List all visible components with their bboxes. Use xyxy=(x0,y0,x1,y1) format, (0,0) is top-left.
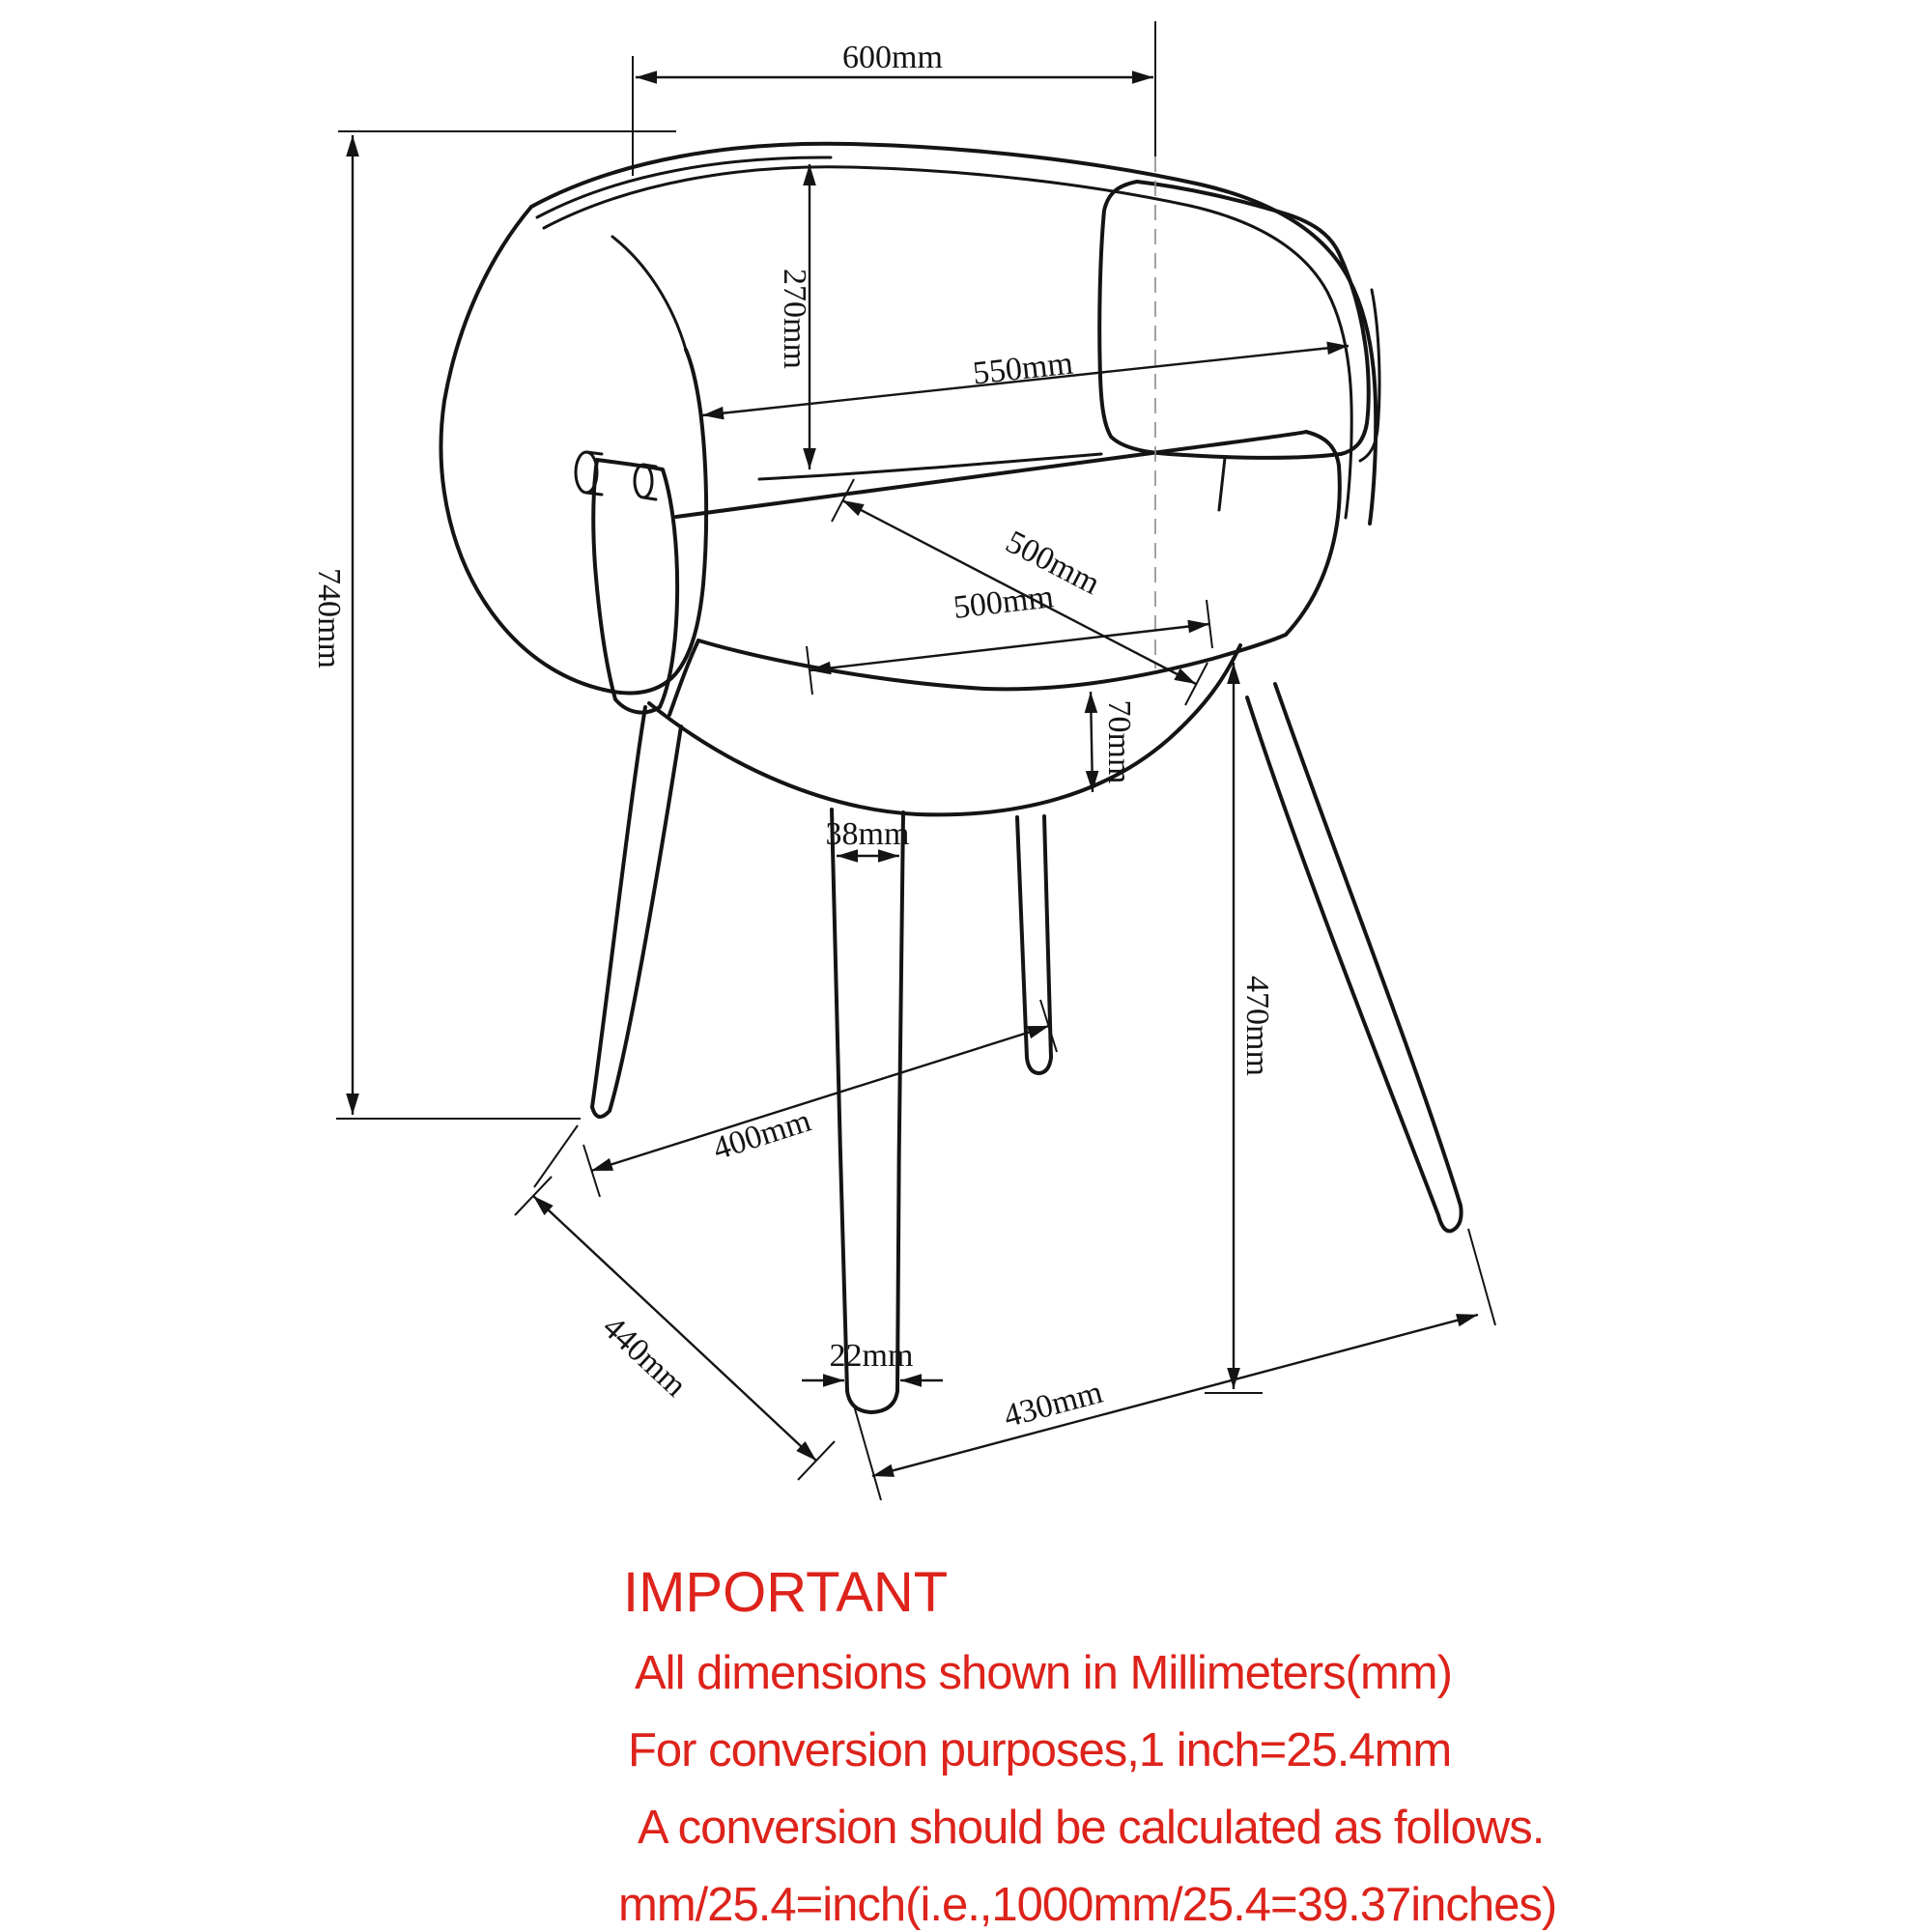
notice-title: IMPORTANT xyxy=(623,1561,949,1624)
notice-line-1: All dimensions shown in Millimeters(mm) xyxy=(635,1647,1452,1699)
ext-line-430-right xyxy=(1468,1229,1495,1325)
dim-top-width-label: 600mm xyxy=(842,40,943,75)
dim-leg-span-diagonal-label: 440mm xyxy=(595,1309,694,1405)
side-bracket xyxy=(593,460,677,713)
dim-backrest-width-label: 550mm xyxy=(971,345,1075,392)
front-left-leg xyxy=(832,810,903,1412)
dim-line-seat-thickness xyxy=(1091,692,1093,792)
backrest-shell-inner-left-edge xyxy=(612,237,686,350)
dim-seat-width-label: 500mm xyxy=(952,579,1056,626)
dim-line-leg-span-diagonal xyxy=(533,1196,816,1461)
notice-line-3: A conversion should be calculated as follows. xyxy=(638,1802,1545,1854)
backrest-shell-rim-line xyxy=(537,157,831,217)
dim-line-leg-span-front xyxy=(872,1315,1478,1476)
dim-seat-thickness-label: 70mm xyxy=(1101,699,1137,784)
dim-seat-depth-label: 500mm xyxy=(1000,524,1106,603)
important-notice xyxy=(618,1561,1556,1931)
front-right-leg xyxy=(1247,684,1462,1231)
seat-bottom-edge xyxy=(649,645,1240,814)
chair-outline xyxy=(441,144,1462,1412)
dim-overall-height-label: 740mm xyxy=(311,568,347,668)
ext-line-430-left xyxy=(854,1406,881,1500)
dim-leg-tip-width-label: 22mm xyxy=(829,1338,914,1374)
dimension-annotations xyxy=(311,21,1495,1500)
ext-line-400-left xyxy=(534,1125,578,1187)
rear-left-leg xyxy=(592,707,681,1117)
cushion-seat-connector-left xyxy=(1219,458,1225,510)
tick-seat-depth-far xyxy=(1185,663,1208,705)
backrest-shell-left-edge xyxy=(441,207,604,690)
seat-right-side-edge xyxy=(1286,432,1340,635)
backrest-shell-lower-left-u xyxy=(604,350,706,693)
backrest-cushion xyxy=(1099,182,1369,458)
notice-line-2: For conversion purposes,1 inch=25.4mm xyxy=(628,1724,1452,1776)
dim-front-leg-width-label: 38mm xyxy=(825,816,910,852)
dim-line-seat-width xyxy=(810,624,1209,670)
dim-backrest-height-label: 270mm xyxy=(777,269,812,369)
dim-seat-height-label: 470mm xyxy=(1239,976,1275,1076)
dim-leg-span-side-label: 400mm xyxy=(708,1102,815,1168)
seat-back-edge xyxy=(676,432,1306,517)
dim-line-leg-span-side xyxy=(591,1026,1049,1171)
dim-leg-span-front-label: 430mm xyxy=(1000,1374,1107,1435)
notice-line-4: mm/25.4=inch(i.e.,1000mm/25.4=39.37inches) xyxy=(618,1879,1557,1931)
bracket-pin-right xyxy=(635,465,652,497)
